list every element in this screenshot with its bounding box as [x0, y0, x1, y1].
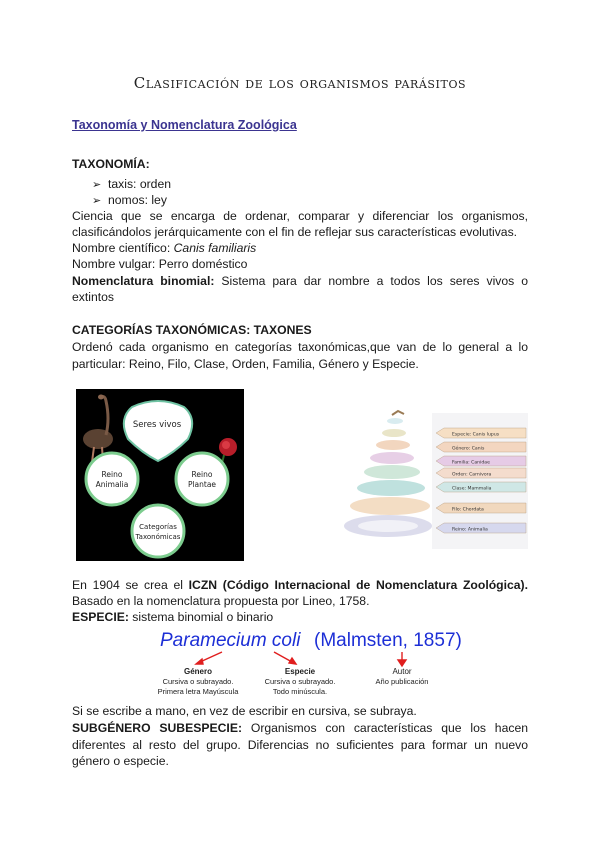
especie-title: Especie [284, 667, 316, 676]
subgenero-text: Organismos con características que los hacen [242, 721, 529, 735]
binomial-formula-image [152, 628, 462, 698]
reino-plantae-bubble [176, 453, 228, 505]
autor-line1: Año publicación [375, 677, 429, 686]
arrow-especie [274, 652, 292, 662]
formula-author: (Malmsten, 1857) [314, 630, 462, 651]
taxonomy-venn-image [76, 389, 244, 561]
subgenero-label: SUBGÉNERO SUBESPECIE: [72, 721, 243, 735]
red-arrows [196, 652, 406, 666]
binomial-line1 [72, 273, 528, 289]
nombre-vulgar: Nombre vulgar: Perro doméstico [72, 257, 248, 271]
binomial-label: Nomenclatura binomial: [72, 274, 215, 288]
iczn-bold: ICZN (Código Internacional de Nomenclatura Zoológica). [188, 578, 528, 592]
reino-plantae-label-2: Plantae [187, 480, 217, 489]
taxonomia-definition-line1: Ciencia que se encarga de ordenar, comparar y diferenciar los organismos, [72, 209, 528, 223]
taxonomia-heading: TAXONOMÍA: [72, 157, 150, 171]
genero-line1: Cursiva o subrayado. [162, 677, 234, 686]
taxonomy-pyramid-image [340, 405, 530, 551]
autor-title: Autor [392, 667, 412, 676]
mano-line: Si se escribe a mano, en vez de escribir en cursiva, se subraya. [72, 704, 417, 718]
subgenero-line1 [72, 720, 528, 736]
arrow-bullet-icon: ➢ [92, 195, 102, 207]
bullet-text: nomos: ley [108, 193, 167, 207]
bullet-item [92, 176, 171, 193]
section-subtitle: Taxonomía y Nomenclatura Zoológica [72, 118, 297, 132]
categorias-bubble-label-1: Categorías [139, 523, 177, 531]
genero-title: Género [183, 667, 213, 676]
nombre-cientifico [72, 240, 528, 256]
especie-label: ESPECIE: [72, 610, 129, 624]
subgenero-line2: diferentes al resto del grupo. Diferencias no suficientes para formar un nuevo [72, 738, 528, 752]
especie-line2: Todo minúscula. [272, 687, 328, 696]
formula-species-name: Paramecium coli [160, 630, 301, 651]
arrow-bullet-icon: ➢ [92, 179, 102, 191]
categorias-bubble-label-2: Taxonómicas [135, 533, 181, 541]
arrow-genero [200, 652, 222, 662]
especie-line1: Cursiva o subrayado. [264, 677, 336, 686]
categorias-bubble [132, 505, 184, 557]
pyramid-label-text: Filo: Chordata [452, 507, 484, 513]
bullet-text: taxis: orden [108, 177, 172, 191]
bullet-item [92, 192, 167, 209]
iczn-line2: Basado en la nomenclatura propuesta por Lineo, 1758. [72, 594, 370, 608]
subgenero-line3: género o especie. [72, 754, 169, 768]
binomial-line2: extintos [72, 290, 115, 304]
categorias-line2: particular: Reino, Filo, Clase, Orden, Familia, Género y Especie. [72, 357, 419, 371]
page-title: Clasificación de los organismos parásitos [133, 74, 467, 92]
genero-line2: Primera letra Mayúscula [157, 687, 239, 696]
pyramid-label-text: Familia: Canidae [452, 460, 490, 466]
cientifico-value: Canis familiaris [173, 241, 257, 255]
iczn-line1 [72, 577, 528, 593]
pyramid-label-text: Especie: Canis lupus [452, 432, 500, 438]
pyramid-label-text: Género: Canis [452, 446, 485, 452]
categorias-heading: CATEGORÍAS TAXONÓMICAS: TAXONES [72, 323, 312, 337]
stacked-dishes-illustration [344, 411, 432, 537]
iczn-pre: En 1904 se crea el [72, 578, 189, 592]
taxonomia-definition-line2: clasificándolos jerárquicamente con el fin de reflejar sus características evolutivas. [72, 225, 518, 239]
pyramid-label-text: Orden: Carnivora [452, 472, 492, 478]
reino-animalia-label-1: Reino [101, 470, 123, 479]
especie-text: sistema binomial o binario [128, 610, 274, 624]
reino-animalia-label-2: Animalia [95, 480, 129, 489]
reino-animalia-bubble [86, 453, 138, 505]
categorias-line1: Ordenó cada organismo en categorías taxonómicas,que van de lo general a lo [72, 340, 528, 354]
pyramid-label-text: Clase: Mammalia [452, 486, 492, 492]
seres-vivos-bubble [124, 401, 192, 461]
reino-plantae-label-1: Reino [191, 470, 213, 479]
especie-line [72, 609, 528, 625]
binomial-text: Sistema para dar nombre a todos los seres vivos o [214, 274, 528, 288]
pyramid-label-text: Reino: Animalia [452, 527, 488, 533]
seres-vivos-label: Seres vivos [132, 420, 182, 430]
cientifico-label: Nombre científico: [72, 241, 174, 255]
